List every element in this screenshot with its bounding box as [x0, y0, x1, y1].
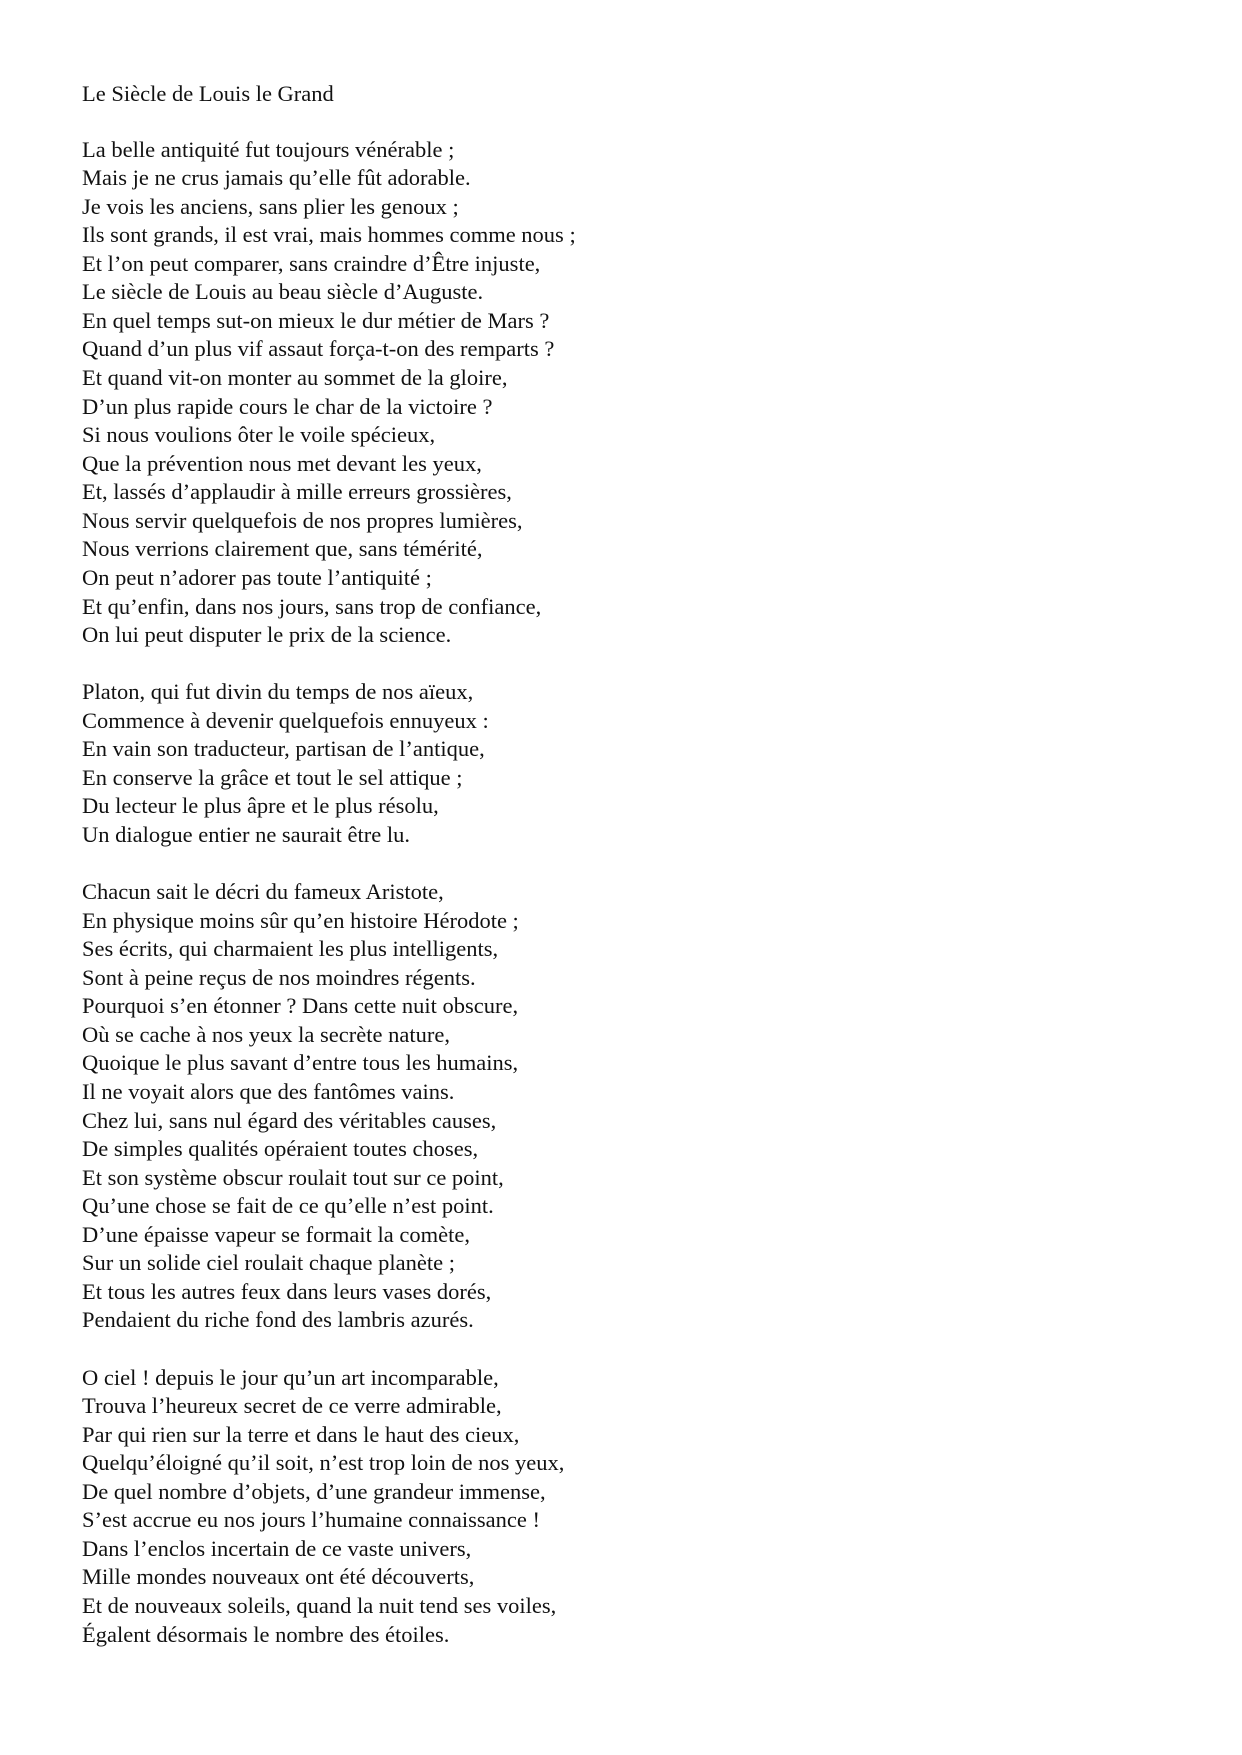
verse-line: De quel nombre d’objets, d’une grandeur immense, [82, 1478, 546, 1504]
verse-line: Que la prévention nous met devant les yeux, [82, 450, 482, 476]
verse-line: Et son système obscur roulait tout sur ce point, [82, 1164, 504, 1190]
verse-line: En vain son traducteur, partisan de l’antique, [82, 736, 485, 762]
verse-line: Nous servir quelquefois de nos propres lumières, [82, 507, 523, 533]
verse-line: Le siècle de Louis au beau siècle d’Auguste. [82, 279, 484, 305]
verse-line: Égalent désormais le nombre des étoiles. [82, 1621, 450, 1647]
verse-line: En physique moins sûr qu’en histoire Hérodote ; [82, 907, 519, 933]
verse-line: Et l’on peut comparer, sans craindre d’Être injuste, [82, 250, 541, 276]
verse-line: En conserve la grâce et tout le sel attique ; [82, 764, 463, 790]
verse-line: Chez lui, sans nul égard des véritables causes, [82, 1107, 497, 1133]
verse-line: Nous verrions clairement que, sans témérité, [82, 536, 483, 562]
stanza [82, 1364, 1182, 1650]
verse-line: Platon, qui fut divin du temps de nos aïeux, [82, 679, 474, 705]
verse-line: Un dialogue entier ne saurait être lu. [82, 821, 410, 847]
verse-line: Et de nouveaux soleils, quand la nuit tend ses voiles, [82, 1593, 557, 1618]
verse-line: D’un plus rapide cours le char de la victoire ? [82, 393, 493, 419]
poem-title: Le Siècle de Louis le Grand [82, 81, 334, 106]
verse-line: Sur un solide ciel roulait chaque planète ; [82, 1250, 456, 1276]
verse-line: Dans l’enclos incertain de ce vaste univers, [82, 1535, 472, 1561]
verse-line: Du lecteur le plus âpre et le plus résolu, [82, 793, 439, 819]
stanza [82, 136, 1182, 650]
verse-line: En quel temps sut-on mieux le dur métier de Mars ? [82, 307, 550, 333]
verse-line: Mille mondes nouveaux ont été découverts, [82, 1564, 475, 1590]
verse-line: On lui peut disputer le prix de la science. [82, 622, 452, 648]
verse-line: Quelqu’éloigné qu’il soit, n’est trop loin de nos yeux, [82, 1450, 565, 1476]
verse-line: Qu’une chose se fait de ce qu’elle n’est point. [82, 1193, 494, 1219]
verse-line: On peut n’adorer pas toute l’antiquité ; [82, 564, 432, 590]
verse-line: Quand d’un plus vif assaut força-t-on des remparts ? [82, 336, 555, 362]
verse-line: Commence à devenir quelquefois ennuyeux : [82, 707, 489, 733]
verse-line: Sont à peine reçus de nos moindres régents. [82, 964, 476, 990]
document-page [82, 80, 1182, 1678]
verse-line: Mais je ne crus jamais qu’elle fût adorable. [82, 165, 471, 191]
verse-line: Ses écrits, qui charmaient les plus intelligents, [82, 936, 499, 962]
verse-line: Et qu’enfin, dans nos jours, sans trop de confiance, [82, 593, 542, 619]
verse-line: Et, lassés d’applaudir à mille erreurs grossières, [82, 479, 512, 505]
verse-line: Où se cache à nos yeux la secrète nature, [82, 1021, 450, 1047]
verse-line: Chacun sait le décri du fameux Aristote, [82, 879, 444, 904]
verse-line: Pourquoi s’en étonner ? Dans cette nuit obscure, [82, 993, 519, 1019]
verse-line: Il ne voyait alors que des fantômes vains. [82, 1078, 455, 1104]
verse-line: D’une épaisse vapeur se formait la comète, [82, 1221, 470, 1247]
verse-line: Ils sont grands, il est vrai, mais hommes comme nous ; [82, 222, 576, 248]
stanza [82, 878, 1182, 1335]
verse-line: Par qui rien sur la terre et dans le haut des cieux, [82, 1421, 520, 1447]
verse-line: De simples qualités opéraient toutes choses, [82, 1136, 479, 1162]
verse-line: Et quand vit-on monter au sommet de la gloire, [82, 365, 508, 390]
verse-line: Trouva l’heureux secret de ce verre admirable, [82, 1393, 502, 1419]
verse-line: Si nous voulions ôter le voile spécieux, [82, 422, 436, 448]
verse-line: Je vois les anciens, sans plier les genoux ; [82, 193, 459, 219]
verse-line: Pendaient du riche fond des lambris azurés. [82, 1307, 474, 1333]
verse-line: La belle antiquité fut toujours vénérable ; [82, 136, 455, 162]
verse-line: O ciel ! depuis le jour qu’un art incomparable, [82, 1364, 499, 1390]
verse-line: Et tous les autres feux dans leurs vases dorés, [82, 1278, 492, 1304]
poem-body [82, 136, 1182, 1650]
verse-line: Quoique le plus savant d’entre tous les humains, [82, 1050, 519, 1076]
stanza [82, 678, 1182, 849]
verse-line: S’est accrue eu nos jours l’humaine connaissance ! [82, 1507, 540, 1533]
